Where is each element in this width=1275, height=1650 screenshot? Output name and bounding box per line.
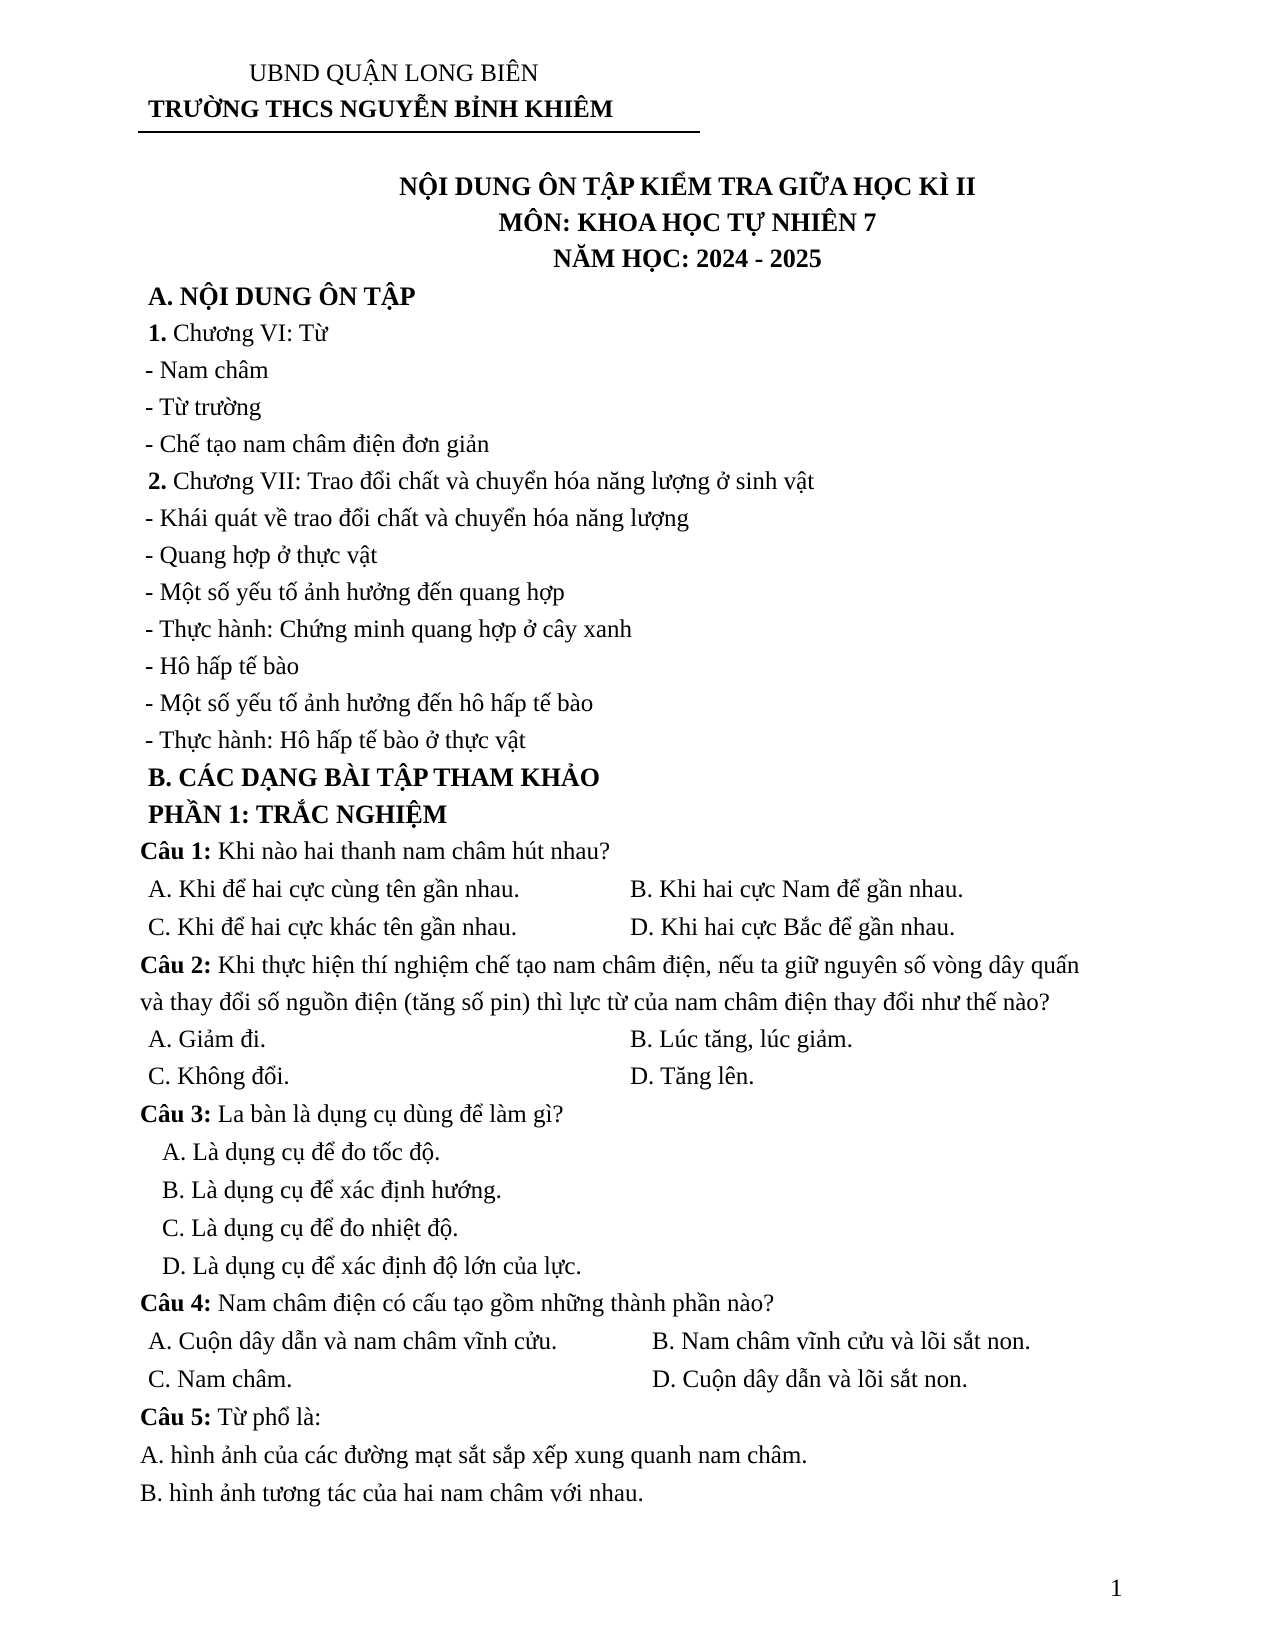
q2-option-c: C. Không đổi. — [148, 1063, 290, 1090]
question-label: Câu 4: — [140, 1290, 212, 1317]
question-label: Câu 3: — [140, 1101, 212, 1128]
question-text: Khi nào hai thanh nam châm hút nhau? — [211, 838, 611, 865]
q3-option-b: B. Là dụng cụ để xác định hướng. — [162, 1177, 502, 1204]
section-b-heading: B. CÁC DẠNG BÀI TẬP THAM KHẢO — [148, 763, 600, 792]
list-item: - Quang hợp ở thực vật — [145, 542, 378, 569]
q2-option-d: D. Tăng lên. — [630, 1063, 755, 1090]
part-1-heading: PHẦN 1: TRẮC NGHIỆM — [148, 800, 448, 829]
question-5 — [140, 1404, 321, 1432]
question-label: Câu 5: — [140, 1404, 212, 1431]
q3-option-d: D. Là dụng cụ để xác định độ lớn của lực. — [162, 1253, 582, 1280]
q1-option-c: C. Khi để hai cực khác tên gần nhau. — [148, 914, 517, 941]
q4-option-a: A. Cuộn dây dẫn và nam châm vĩnh cửu. — [148, 1328, 558, 1355]
question-2-cont: và thay đổi số nguồn điện (tăng số pin) thì lực từ của nam châm điện thay đổi như thế nào? — [140, 989, 1050, 1016]
q2-option-a: A. Giảm đi. — [148, 1026, 267, 1053]
q4-option-d: D. Cuộn dây dẫn và lõi sắt non. — [652, 1366, 968, 1393]
list-item: - Một số yếu tố ảnh hưởng đến quang hợp — [145, 579, 565, 606]
q1-option-a: A. Khi để hai cực cùng tên gần nhau. — [148, 876, 520, 903]
q5-option-a: A. hình ảnh của các đường mạt sắt sắp xếp xung quanh nam châm. — [140, 1442, 808, 1469]
question-label: Câu 2: — [140, 952, 212, 979]
q4-option-c: C. Nam châm. — [148, 1366, 293, 1393]
section-a-heading: A. NỘI DUNG ÔN TẬP — [148, 282, 416, 311]
chapter-2-number: 2. — [148, 468, 167, 495]
school-name: TRƯỜNG THCS NGUYỄN BỈNH KHIÊM — [148, 96, 614, 123]
chapter-2-heading — [148, 468, 814, 496]
q4-option-b: B. Nam châm vĩnh cửu và lõi sắt non. — [652, 1328, 1031, 1355]
question-4 — [140, 1290, 774, 1318]
list-item: - Thực hành: Chứng minh quang hợp ở cây xanh — [145, 616, 633, 643]
q5-option-b: B. hình ảnh tương tác của hai nam châm với nhau. — [140, 1480, 644, 1507]
question-text: La bàn là dụng cụ dùng để làm gì? — [211, 1101, 564, 1128]
q1-option-b: B. Khi hai cực Nam để gần nhau. — [630, 876, 964, 903]
doc-title-line1: NỘI DUNG ÔN TẬP KIỂM TRA GIỮA HỌC KÌ II — [399, 172, 976, 201]
district-name: UBND QUẬN LONG BIÊN — [249, 60, 539, 87]
question-text: Khi thực hiện thí nghiệm chế tạo nam châm điện, nếu ta giữ nguyên số vòng dây quấn — [211, 952, 1080, 979]
question-1 — [140, 838, 610, 866]
list-item: - Khái quát về trao đổi chất và chuyển hóa năng lượng — [145, 505, 689, 532]
list-item: - Thực hành: Hô hấp tế bào ở thực vật — [145, 727, 526, 754]
list-item: - Từ trường — [145, 394, 262, 421]
question-3 — [140, 1101, 564, 1129]
question-label: Câu 1: — [140, 838, 212, 865]
question-2 — [140, 952, 1079, 980]
q2-option-b: B. Lúc tăng, lúc giảm. — [630, 1026, 853, 1053]
list-item: - Chế tạo nam châm điện đơn giản — [145, 431, 490, 458]
q3-option-a: A. Là dụng cụ để đo tốc độ. — [162, 1139, 441, 1166]
q3-option-c: C. Là dụng cụ để đo nhiệt độ. — [162, 1215, 459, 1242]
doc-title-line3: NĂM HỌC: 2024 - 2025 — [553, 244, 822, 273]
question-text: Từ phổ là: — [211, 1404, 322, 1431]
list-item: - Hô hấp tế bào — [145, 653, 300, 680]
list-item: - Nam châm — [145, 357, 269, 384]
header-underline — [138, 131, 700, 133]
list-item: - Một số yếu tố ảnh hưởng đến hô hấp tế bào — [145, 690, 594, 717]
q1-option-d: D. Khi hai cực Bắc để gần nhau. — [630, 914, 956, 941]
page-number: 1 — [1110, 1575, 1123, 1602]
chapter-1-heading — [148, 320, 328, 348]
chapter-1-number: 1. — [148, 320, 167, 347]
chapter-1-text: Chương VI: Từ — [166, 320, 328, 347]
chapter-2-text: Chương VII: Trao đổi chất và chuyển hóa năng lượng ở sinh vật — [166, 468, 815, 495]
doc-title-line2: MÔN: KHOA HỌC TỰ NHIÊN 7 — [498, 208, 877, 237]
question-text: Nam châm điện có cấu tạo gồm những thành phần nào? — [211, 1290, 775, 1317]
